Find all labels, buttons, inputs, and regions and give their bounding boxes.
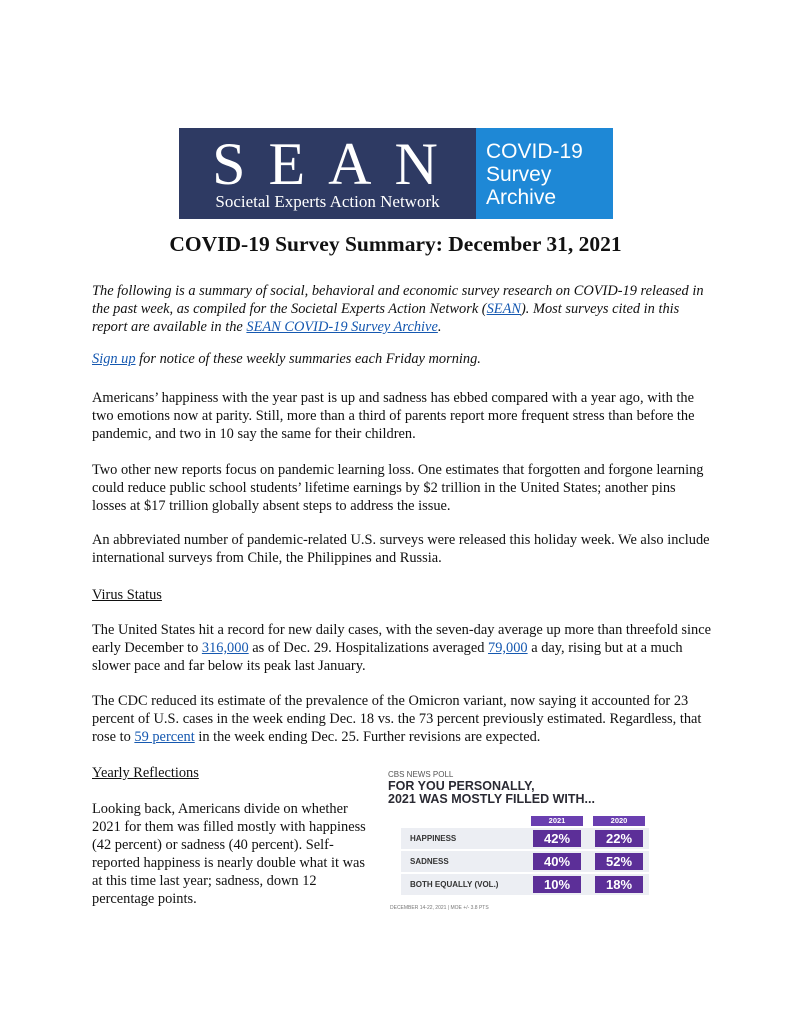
signup-paragraph bbox=[92, 350, 712, 368]
poll-year-2020-header: 2020 bbox=[593, 816, 645, 826]
poll-title-line-2: 2021 WAS MOSTLY FILLED WITH... bbox=[388, 792, 595, 806]
sign-up-link[interactable]: Sign up bbox=[92, 351, 136, 367]
virus1-text-1: The United States hit a record for new daily cases, with the seven-day average up more than threefold since early December to bbox=[92, 622, 711, 656]
signup-text: for notice of these weekly summaries each Friday morning. bbox=[135, 351, 481, 367]
logo-line-2: Survey bbox=[486, 163, 552, 186]
poll-row-both-equally bbox=[401, 874, 649, 895]
sean-logo bbox=[179, 128, 613, 219]
cases-link[interactable]: 316,000 bbox=[201, 640, 249, 656]
poll-cell-2021: 42% bbox=[533, 830, 581, 847]
poll-cell-2020: 22% bbox=[595, 830, 643, 847]
logo-subtitle: Societal Experts Action Network bbox=[215, 192, 440, 211]
summary-paragraph-3: An abbreviated number of pandemic-related U.S. surveys were released this holiday week. We also include international surveys from Chile, the Philippines and Russia. bbox=[92, 532, 710, 566]
logo-letters: SEAN bbox=[212, 131, 461, 197]
poll-cell-2021: 10% bbox=[533, 876, 581, 893]
virus-status-heading: Virus Status bbox=[92, 587, 162, 603]
poll-footnote: DECEMBER 14-22, 2021 | MOE +/- 3.8 PTS bbox=[390, 905, 489, 911]
poll-cell-2020: 18% bbox=[595, 876, 643, 893]
omicron-percent-link[interactable]: 59 percent bbox=[134, 729, 195, 745]
sean-link[interactable]: SEAN bbox=[486, 301, 521, 317]
virus2-text-2: in the week ending Dec. 25. Further revisions are expected. bbox=[194, 729, 541, 745]
poll-cell-2020: 52% bbox=[595, 853, 643, 870]
poll-title bbox=[388, 780, 595, 806]
intro-text-2: ). Most surveys cited in this report are available in the bbox=[92, 301, 680, 335]
summary-paragraph-2: Two other new reports focus on pandemic learning loss. One estimates that forgotten and forgone learning could reduce public school students’ lifetime earnings by $2 trillion in the United States; another pins losses at $17 trillion globally absent steps to address the issue. bbox=[92, 462, 704, 514]
virus-paragraph-1 bbox=[92, 621, 712, 675]
virus-paragraph-2 bbox=[92, 692, 712, 746]
page-title: COVID-19 Survey Summary: December 31, 2021 bbox=[169, 232, 622, 256]
poll-row-label: BOTH EQUALLY (VOL.) bbox=[410, 880, 499, 889]
survey-archive-link[interactable]: SEAN COVID-19 Survey Archive bbox=[246, 319, 438, 335]
summary-paragraph-1: Americans’ happiness with the year past is up and sadness has ebbed compared with a year ago, with the two emotions now at parity. Still, more than a third of parents report more frequent stress than before the pandemic, and two in 10 say the same for their children. bbox=[92, 390, 695, 442]
poll-year-2021-header: 2021 bbox=[531, 816, 583, 826]
intro-text-1: The following is a summary of social, behavioral and economic survey research on COVID-19 released in the past week, as compiled for the Societal Experts Action Network ( bbox=[92, 283, 704, 317]
logo-line-3: Archive bbox=[486, 186, 557, 209]
poll-row-happiness bbox=[401, 828, 649, 849]
logo-archive-block bbox=[476, 128, 613, 219]
yearly-reflections-paragraph: Looking back, Americans divide on whether 2021 for them was filled mostly with happiness (42 percent) or sadness (40 percent). Self-reported happiness is nearly double what it was at this time last year; sadness, down 12 percentage points. bbox=[92, 801, 366, 907]
yearly-reflections-heading: Yearly Reflections bbox=[92, 765, 199, 781]
poll-title-line-1: FOR YOU PERSONALLY, bbox=[388, 779, 535, 793]
virus2-text-1: The CDC reduced its estimate of the prevalence of the Omicron variant, now saying it accounted for 23 percent of U.S. cases in the week ending Dec. 18 vs. the 73 percent previously estimated. Regardless, that rose to bbox=[92, 693, 702, 745]
virus1-text-3: a day, rising but at a much slower pace and far below its peak last January. bbox=[92, 640, 683, 674]
poll-cell-2021: 40% bbox=[533, 853, 581, 870]
poll-brand: CBS NEWS POLL bbox=[388, 770, 454, 779]
intro-paragraph bbox=[92, 282, 712, 336]
virus1-text-2: as of Dec. 29. Hospitalizations averaged bbox=[248, 640, 489, 656]
logo-sean-block bbox=[179, 128, 476, 219]
intro-text-3: . bbox=[437, 319, 442, 335]
logo-line-1: COVID-19 bbox=[486, 140, 583, 163]
cbs-poll-graphic bbox=[384, 769, 670, 913]
hospitalizations-link[interactable]: 79,000 bbox=[488, 640, 528, 656]
poll-row-label: SADNESS bbox=[410, 857, 449, 866]
poll-row-label: HAPPINESS bbox=[410, 834, 457, 843]
poll-row-sadness bbox=[401, 851, 649, 872]
